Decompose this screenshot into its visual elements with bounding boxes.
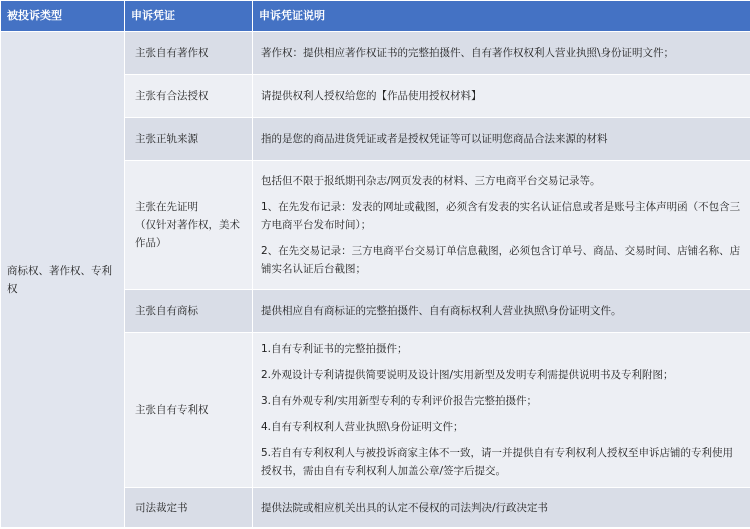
header-evidence: 申诉凭证 — [125, 1, 253, 32]
description-cell — [253, 488, 750, 528]
evidence-cell: 主张自有著作权 — [125, 32, 253, 75]
description-line: 2.外观设计专利请提供简要说明及设计图/实用新型及发明专利需提供说明书及专利附图； — [261, 369, 674, 381]
description-cell — [253, 118, 750, 161]
header-evidence-description: 申诉凭证说明 — [253, 1, 750, 32]
evidence-title: 主张在先证明 — [135, 201, 198, 213]
evidence-note: （仅针对著作权，美术作品） — [135, 219, 240, 249]
description-line: 包括但不限于报纸期刊杂志/网页发表的材料、三方电商平台交易记录等。 — [261, 175, 601, 187]
description-cell — [253, 333, 750, 488]
description-line: 1.自有专利证书的完整拍摄件； — [261, 343, 408, 355]
evidence-cell: 主张自有商标 — [125, 290, 253, 333]
evidence-cell: 主张正轨来源 — [125, 118, 253, 161]
description-cell — [253, 32, 750, 75]
evidence-cell — [125, 161, 253, 290]
description-line: 指的是您的商品进货凭证或者是授权凭证等可以证明您商品合法来源的材料 — [261, 133, 608, 145]
complaint-type-cell: 商标权、著作权、专利权 — [1, 32, 125, 528]
description-line: 5.若自有专利权利人与被投诉商家主体不一致，请一并提供自有专利权利人授权至申诉店铺的专利使用授权书，需由自有专利权利人加盖公章/签字后提交。 — [261, 447, 734, 477]
description-line: 提供法院或相应机关出具的认定不侵权的司法判决/行政决定书 — [261, 501, 549, 514]
table-header-row — [1, 1, 750, 32]
description-cell — [253, 75, 750, 118]
description-line: 3.自有外观专利/实用新型专利的专利评价报告完整拍摄件； — [261, 395, 538, 407]
description-line: 2、在先交易记录：三方电商平台交易订单信息截图，必须包含订单号、商品、交易时间、店铺名称、店铺实名认证后台截图； — [261, 245, 741, 275]
description-line: 提供相应自有商标证的完整拍摄件、自有商标权利人营业执照\身份证明文件。 — [261, 305, 622, 317]
header-complaint-type: 被投诉类型 — [1, 1, 125, 32]
description-cell — [253, 290, 750, 333]
description-line: 请提供权利人授权给您的【作品使用授权材料】 — [261, 90, 482, 102]
evidence-cell: 司法裁定书 — [125, 488, 253, 528]
table-row — [1, 32, 750, 75]
description-cell — [253, 161, 750, 290]
description-line: 4.自有专利权利人营业执照\身份证明文件； — [261, 421, 464, 433]
evidence-cell: 主张有合法授权 — [125, 75, 253, 118]
description-line: 著作权：提供相应著作权证书的完整拍摄件、自有著作权权利人营业执照\身份证明文件； — [261, 47, 675, 59]
description-line: 1、在先发布记录：发表的网址或截图，必须含有发表的实名认证信息或者是账号主体声明函（不包含三方电商平台发布时间）； — [261, 201, 741, 231]
evidence-cell: 主张自有专利权 — [125, 333, 253, 488]
